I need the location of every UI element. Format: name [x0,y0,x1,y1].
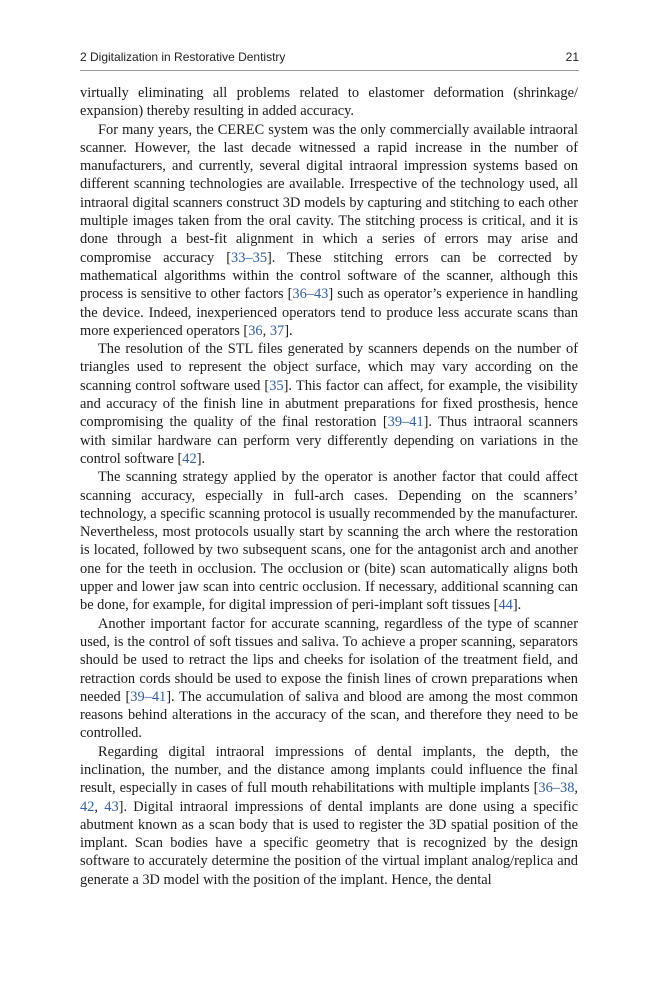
citation-link[interactable]: 44 [498,597,513,614]
chapter-title: 2 Digitalization in Restorative Dentistry [80,50,286,64]
paragraph-text: ]. This factor can affect, for example, the visibility and accuracy of the finish line in abutment preparations for fixed prosthesis, hence compromising the quality of the final restoration [ [80,377,578,431]
paragraph-text: ]. These stitching errors can be corrected by mathematical algorithms within the control software of the scanner, although this process is sensitive to other factors [ [80,249,579,303]
running-head [80,50,579,68]
paragraph-text: ]. [284,322,293,339]
paragraph-text: For many years, the CEREC system was the only commercially available intraoral scanner. However, the last decade witnessed a rapid increase in the number of manufacturers, and currently, several digital intraoral impression systems based on different scanning technologies are available. Irrespective of the technology used, all intraoral digital scanners construct 3D models by capturing and stitching to each other multiple images taken from the oral cavity. The stitching process is critical, and it is done through a best-fit alignment in which a series of errors may arise and compromise accuracy [ [80,121,578,266]
paragraph [80,84,578,121]
paragraph-text: Another important factor for accurate scanning, regardless of the type of scanner used, is the control of soft tissues and saliva. To achieve a proper scanning, separators should be used to retract the lips and cheeks for isolation of the treatment field, and retraction cords should be used to expose the finish lines of crown preparations when needed [ [80,615,578,705]
citation-link[interactable]: 35 [269,377,284,394]
citation-link[interactable]: 42 [182,450,197,467]
citation-link[interactable]: 36 [248,322,263,339]
paragraph [80,468,578,614]
paragraph-text: ]. [512,597,522,614]
paragraph-text: ] such as operator’s experience in handling the device. Indeed, inexperienced operators tend to produce less accurate scans than more experienced operators [ [80,286,578,339]
citation-link[interactable]: 42 [80,798,95,815]
citation-link[interactable]: 39–41 [130,688,167,705]
paragraph-text: , [574,780,578,797]
paragraph-text: ]. [196,450,206,467]
paragraph [80,743,578,889]
paragraph-text: Regarding digital intraoral impressions of dental implants, the depth, the inclination, the number, and the distance among implants could influence the final result, especially in cases of full mouth rehabilitations with multiple implants [ [80,743,578,797]
paragraph [80,340,578,468]
citation-link[interactable]: 37 [269,322,285,339]
body-text [80,84,578,889]
paragraph [80,121,578,341]
paragraph-text: , [262,322,270,339]
paragraph-text: The scanning strategy applied by the operator is another factor that could affect scanning accuracy, especially in full-arch cases. Depending on the scanners’ technology, a specific scanning protocol is usually recommended by the manufacturer. Nevertheless, most protocols usually start by scanning the arch where the restoration is located, followed by two subsequent scans, one for the antagonist arch and another one for the teeth in occlusion. The occlusion or (bite) scan automatically aligns both upper and lower jaw scan into centric occlusion. If necessary, additional scanning can be done, for example, for digital impression of peri-implant soft tissues [ [80,469,578,614]
paragraph-text: ]. The accumulation of saliva and blood are among the most common reasons behind alterations in the accuracy of the scan, and therefore they need to be controlled. [80,688,578,742]
citation-link[interactable]: 36–38 [538,780,575,797]
header-rule [80,70,579,71]
paragraph-text: virtually eliminating all problems related to elastomer deformation (shrinkage/ expansion) thereby resulting in added accuracy. [80,85,578,120]
paragraph-text: , [94,798,105,815]
citation-link[interactable]: 43 [104,798,119,815]
paragraph-text: ]. Digital intraoral impressions of dental implants are done using a specific abutment known as a scan body that is used to register the 3D spatial position of the implant. Scan bodies have a specific geometry that is recognized by the design software to accurately determine the position of the virtual implant analog/replica and generate a 3D model with the position of the implant. Hence, the dental [80,798,578,888]
citation-link[interactable]: 36–43 [292,286,329,303]
paragraph [80,615,578,743]
citation-link[interactable]: 33–35 [231,249,268,266]
page-number: 21 [565,50,579,64]
paragraph-text: The resolution of the STL files generated by scanners depends on the number of triangles used to represent the object surface, which may vary according on the scanning control software used [ [80,341,578,394]
paragraph-text: ]. Thus intraoral scanners with similar hardware can perform very differently depending on variations in the control software [ [80,414,578,467]
citation-link[interactable]: 39–41 [387,414,424,431]
